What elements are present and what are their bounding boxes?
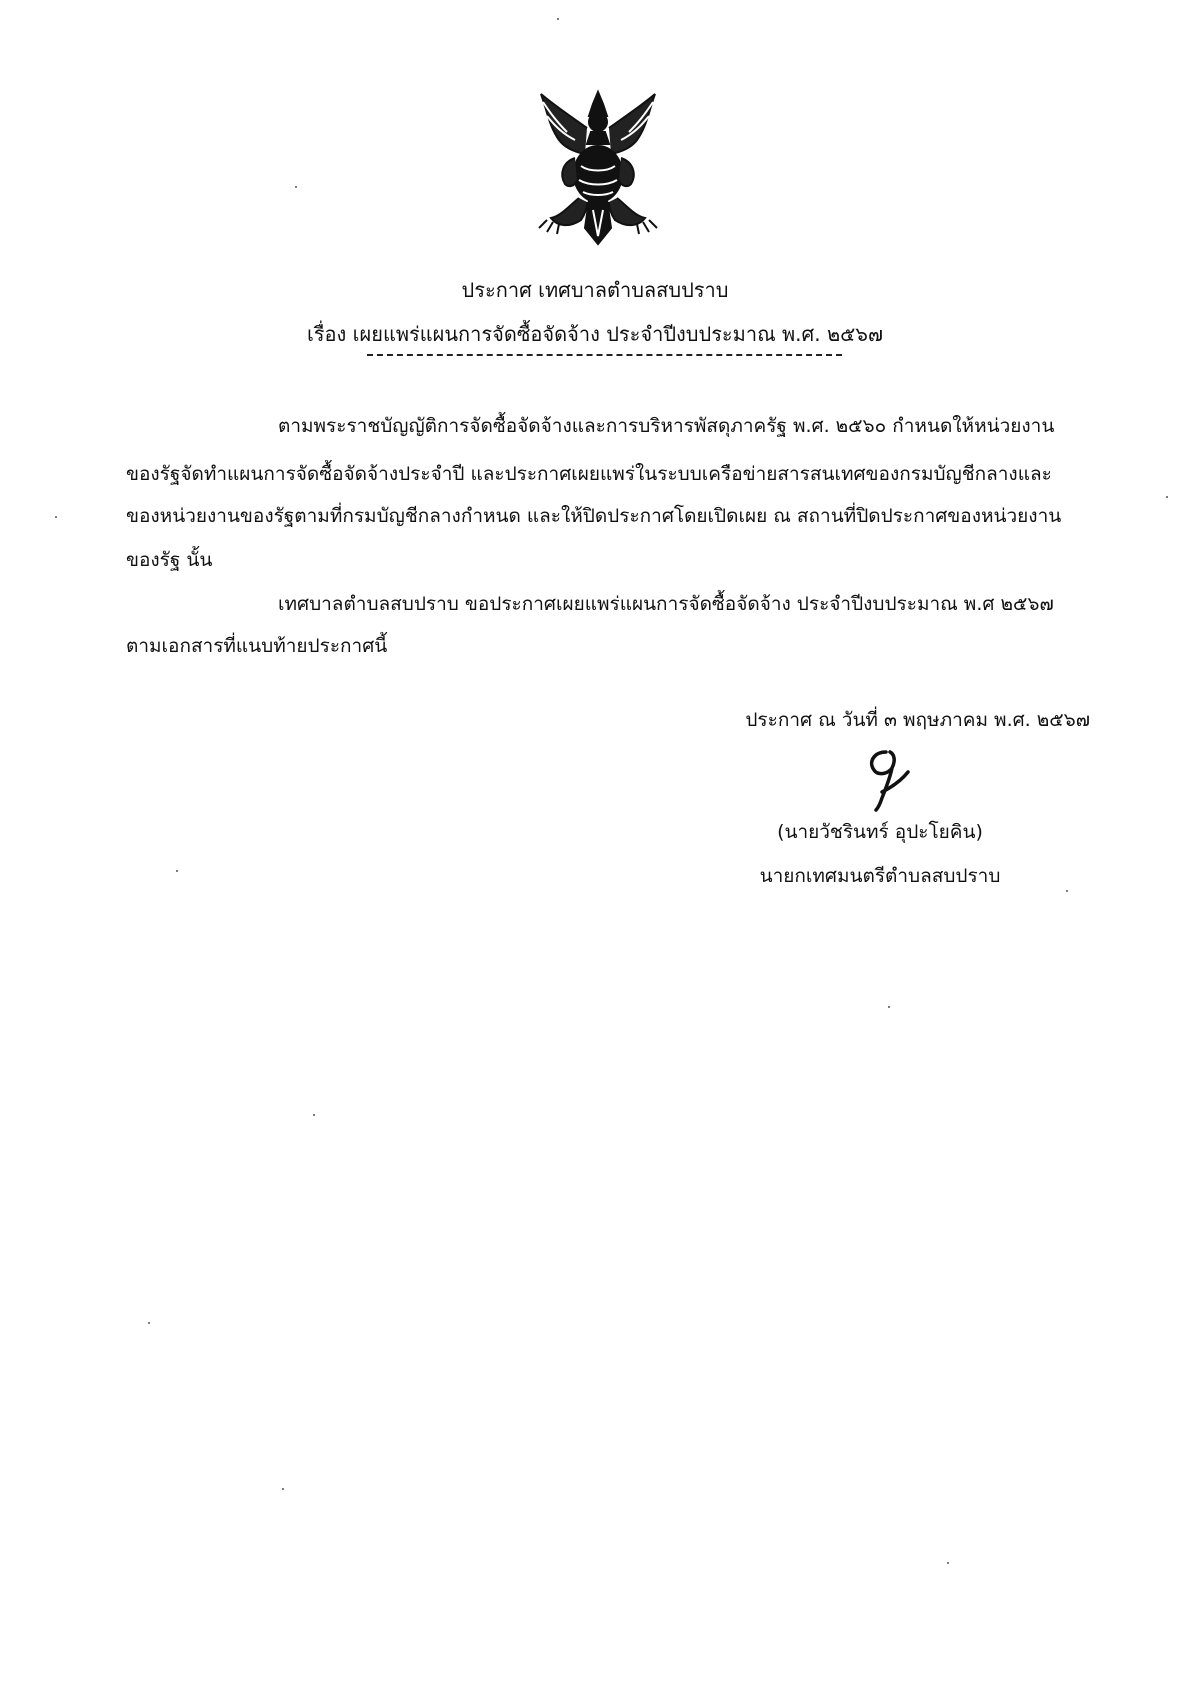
scan-speck [55,516,57,518]
scan-speck [1066,890,1068,892]
scan-speck [313,1114,315,1116]
paragraph-1-line-2: ของรัฐจัดทำแผนการจัดซื้อจัดจ้างประจำปี และประกาศเผยแพร่ในระบบเครือข่ายสารสนเทศของกรมบัญชีกลางและ [126,463,1052,485]
scan-speck [947,1562,949,1564]
announcement-date: ประกาศ ณ วันที่ ๓ พฤษภาคม พ.ศ. ๒๕๖๗ [745,709,1090,731]
scan-speck [176,870,178,872]
paragraph-1-line-1: ตามพระราชบัญญัติการจัดซื้อจัดจ้างและการบริหารพัสดุภาครัฐ พ.ศ. ๒๕๖๐ กำหนดให้หน่วยงาน [278,415,1055,437]
signer-title: นายกเทศมนตรีตำบลสบปราบ [759,865,1001,887]
paragraph-1-line-4: ของรัฐ นั้น [126,549,213,571]
scan-speck [148,1322,150,1324]
paragraph-2-line-1: เทศบาลตำบลสบปราบ ขอประกาศเผยแพร่แผนการจัดซื้อจัดจ้าง ประจำปีงบประมาณ พ.ศ ๒๕๖๗ [278,593,1054,615]
handwritten-signature-icon [856,748,916,812]
scan-speck [888,1006,890,1008]
signer-name: (นายวัชรินทร์ อุปะโยคิน) [777,821,983,843]
scan-speck [295,186,297,188]
scan-speck [557,18,559,20]
paragraph-2-line-2: ตามเอกสารที่แนบท้ายประกาศนี้ [126,635,388,657]
paragraph-1-line-3: ของหน่วยงานของรัฐตามที่กรมบัญชีกลางกำหนด และให้ปิดประกาศโดยเปิดเผย ณ สถานที่ปิดประกาศของหน่วยงาน [126,505,1062,527]
scan-speck [1166,496,1168,498]
announcement-title: ประกาศ เทศบาลตำบลสบปราบ [461,278,729,302]
announcement-subject: เรื่อง เผยแพร่แผนการจัดซื้อจัดจ้าง ประจำปีงบประมาณ พ.ศ. ๒๕๖๗ [306,322,884,346]
scan-speck [282,1488,284,1490]
heading-divider [367,354,842,356]
garuda-emblem-icon [533,88,663,250]
